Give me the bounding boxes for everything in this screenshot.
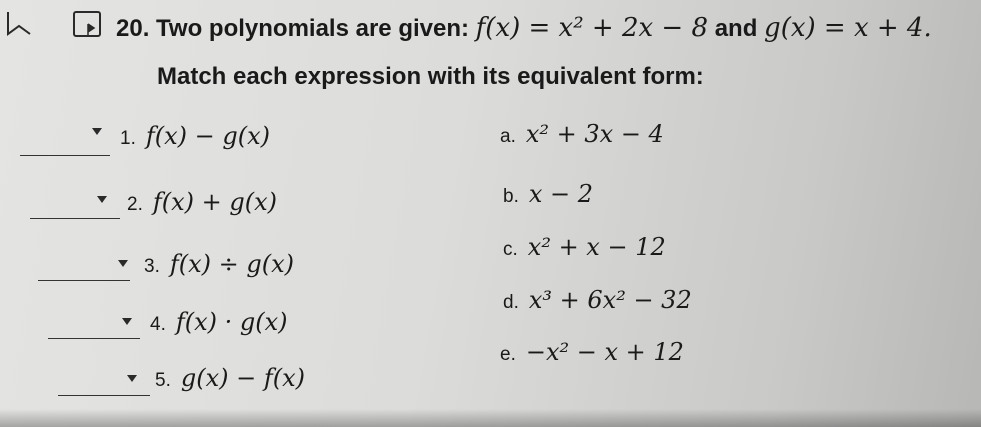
expression-text: f(x) · g(x) [175,308,288,336]
expression-number: 5. [155,370,171,391]
option-text: x² + 3x − 4 [525,120,664,148]
answer-dropdown-5[interactable] [58,395,150,396]
option-c [503,233,666,261]
bookmark-icon[interactable] [5,10,39,36]
f-definition: f(x) = x² + 2x − 8 [475,13,709,43]
option-d [503,286,692,314]
answer-dropdown-3[interactable] [38,280,130,281]
option-letter: a. [500,126,516,147]
option-letter: e. [500,344,516,365]
option-b [503,180,593,208]
option-letter: c. [503,239,518,260]
expression-text: f(x) − g(x) [145,122,270,150]
answer-dropdown-1[interactable] [20,155,110,156]
question-prompt: Two polynomials are given: [156,15,469,42]
option-text: x³ + 6x² − 32 [528,286,692,314]
g-definition: g(x) = x + 4. [764,13,932,43]
expression-text: g(x) − f(x) [180,364,305,392]
option-text: x − 2 [528,180,594,208]
option-e [500,338,684,366]
answer-dropdown-2[interactable] [30,218,120,219]
option-text: x² + x − 12 [527,233,666,261]
expression-number: 3. [144,256,160,277]
question-header [116,13,932,43]
chevron-down-icon[interactable] [122,318,132,325]
chevron-down-icon[interactable] [92,128,102,135]
option-letter: d. [503,292,519,313]
joiner-text: and [714,15,758,42]
chevron-down-icon[interactable] [118,260,128,267]
expression-number: 1. [120,128,136,149]
chevron-down-icon[interactable] [97,196,107,203]
option-letter: b. [503,186,519,207]
expression-text: f(x) + g(x) [152,188,277,216]
question-number: 20. [116,15,150,42]
instruction-text: Match each expression with its equivalent form: [157,63,704,90]
option-text: −x² − x + 12 [525,338,684,366]
expression-text: f(x) ÷ g(x) [169,250,294,278]
chevron-down-icon[interactable] [127,375,137,382]
answer-dropdown-4[interactable] [48,338,140,339]
option-a [500,120,664,148]
expression-number: 4. [150,314,166,335]
page-shadow [0,409,981,427]
flag-icon[interactable] [72,10,104,38]
expression-number: 2. [127,194,143,215]
